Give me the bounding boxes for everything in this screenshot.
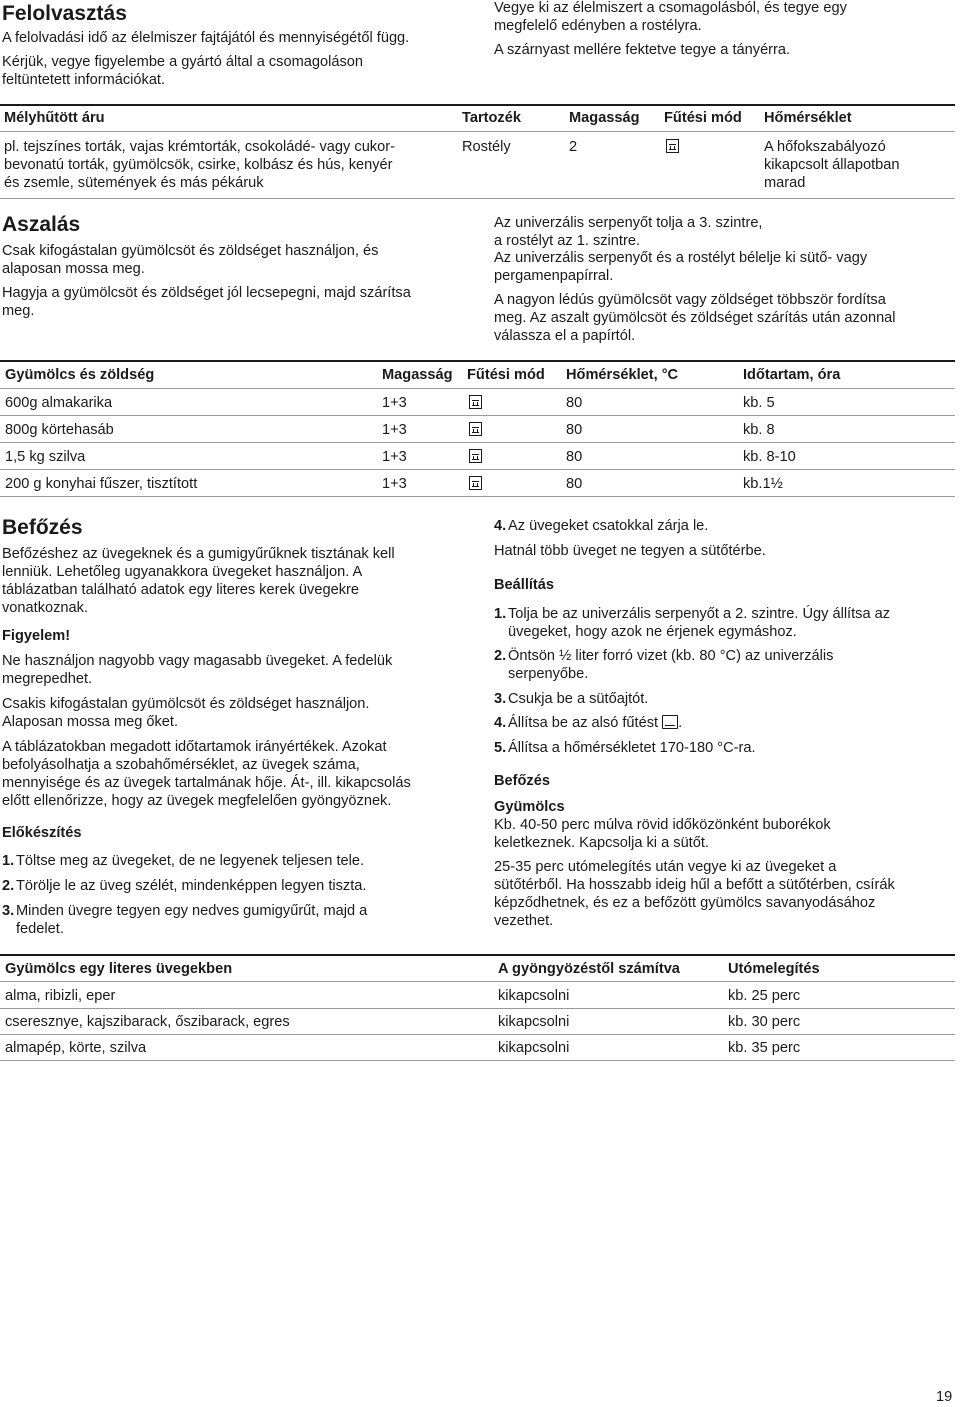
table-header-after-heating: Utómelegítés <box>728 961 820 977</box>
table-rule <box>0 104 955 106</box>
table-header-heating-mode: Fűtési mód <box>664 110 742 126</box>
list-item <box>494 606 890 642</box>
oven-fan-icon <box>469 449 482 463</box>
paragraph: keletkeznek. Kapcsolja ki a sütőt. <box>494 835 709 851</box>
step-number: 4. <box>494 518 507 534</box>
list-item <box>494 648 833 684</box>
paragraph: előtt ellenőrizze, hogy az üvegek megfelelően gyöngyöznek. <box>2 793 392 809</box>
table-cell: 800g körtehasáb <box>5 422 114 438</box>
paragraph: meg. <box>2 303 35 319</box>
table-cell: alma, ribizli, eper <box>5 988 116 1004</box>
table-cell: 200 g konyhai fűszer, tisztított <box>5 476 198 492</box>
table-rule <box>0 954 955 956</box>
step-number: 3. <box>494 691 507 707</box>
section-title-befozes: Befőzés <box>2 516 83 539</box>
paragraph: A táblázatokban megadott időtartamok irányértékek. Azokat <box>2 739 387 755</box>
table-cell: kb. 35 perc <box>728 1040 801 1056</box>
table-cell: kikapcsolni <box>498 988 570 1004</box>
table-rule <box>0 442 955 443</box>
step-text: Tolja be az univerzális serpenyőt a 2. szintre. Úgy állítsa az <box>508 606 891 622</box>
table-cell: 80 <box>566 476 583 492</box>
list-item <box>494 740 756 758</box>
step-number: 2. <box>2 878 15 894</box>
table-cell: almapép, körte, szilva <box>5 1040 147 1056</box>
paragraph: pergamenpapírral. <box>494 268 614 284</box>
list-item <box>2 878 366 896</box>
subheading-settings: Beállítás <box>494 577 555 593</box>
table-cell: kb.1½ <box>743 476 783 492</box>
table-cell <box>469 476 482 494</box>
table-cell: 2 <box>569 139 578 155</box>
table-cell <box>469 449 482 467</box>
paragraph: a rostélyt az 1. szintre. <box>494 233 640 249</box>
paragraph: Vegye ki az élelmiszert a csomagolásból, és tegye egy <box>494 0 847 16</box>
table-rule <box>0 415 955 416</box>
table-cell: marad <box>764 175 806 191</box>
oven-fan-icon <box>666 139 679 153</box>
paragraph: Kb. 40-50 perc múlva rövid időközönként buborékok <box>494 817 831 833</box>
table-rule <box>0 469 955 470</box>
list-item <box>494 691 648 709</box>
paragraph: Befőzéshez az üvegeknek és a gumigyűrűknek tisztának kell <box>2 546 395 562</box>
paragraph: alaposan mossa meg. <box>2 261 145 277</box>
step-number: 1. <box>494 606 507 622</box>
step-number: 2. <box>494 648 507 664</box>
paragraph: A szárnyast mellére fektetve tegye a tányérra. <box>494 42 791 58</box>
step-number: 5. <box>494 740 507 756</box>
table-header-heating-mode: Fűtési mód <box>467 367 545 383</box>
table-header-frozen-goods: Mélyhűtött áru <box>4 110 105 126</box>
table-cell: kikapcsolni <box>498 1014 570 1030</box>
paragraph: Csak kifogástalan gyümölcsöt és zöldséget használjon, és <box>2 243 379 259</box>
table-cell: kikapcsolni <box>498 1040 570 1056</box>
step-text: Minden üvegre tegyen egy nedves gumigyűrűt, majd a <box>16 903 368 919</box>
table-rule <box>0 1008 955 1009</box>
table-cell <box>666 139 679 157</box>
step-text: Állítsa a hőmérsékletet 170-180 °C-ra. <box>508 740 756 756</box>
paragraph: meg. Az aszalt gyümölcsöt és zöldséget szárítás után azonnal <box>494 310 896 326</box>
table-cell: kb. 8 <box>743 422 775 438</box>
note: Hatnál több üveget ne tegyen a sütőtérbe. <box>494 543 766 559</box>
paragraph: sütőtérből. Ha hosszabb ideig hűl a befőtt a sütőtérben, csírák <box>494 877 895 893</box>
paragraph: Csakis kifogástalan gyümölcsöt és zöldséget használjon. <box>2 696 370 712</box>
paragraph: befolyásolhatja a szobahőmérséklet, az üvegek száma, <box>2 757 360 773</box>
paragraph: mennyisége és az üvegek tartalmának hője. Át-, ill. kikapcsolás <box>2 775 411 791</box>
section-title-felolvasztas: Felolvasztás <box>2 2 127 25</box>
step-text: Csukja be a sütőajtót. <box>508 691 649 707</box>
paragraph: megfelelő edényben a rostélyra. <box>494 18 702 34</box>
table-cell: Rostély <box>462 139 511 155</box>
step-number: 4. <box>494 715 507 731</box>
table-header-fruit-per-liter: Gyümölcs egy literes üvegekben <box>5 961 233 977</box>
paragraph: Kérjük, vegye figyelembe a gyártó által a csomagoláson <box>2 54 363 70</box>
table-header-height: Magasság <box>569 110 640 126</box>
table-rule <box>0 981 955 982</box>
table-cell <box>469 422 482 440</box>
oven-fan-icon <box>469 395 482 409</box>
step-text: Az üvegeket csatokkal zárja le. <box>508 518 709 534</box>
step-text: Töltse meg az üvegeket, de ne legyenek teljesen tele. <box>16 853 365 869</box>
paragraph: Ne használjon nagyobb vagy magasabb üvegeket. A fedelük <box>2 653 393 669</box>
table-cell: és zsemle, sütemények és más pékáruk <box>4 175 264 191</box>
table-cell: kb. 5 <box>743 395 775 411</box>
table-header-height: Magasság <box>382 367 453 383</box>
paragraph: Az univerzális serpenyőt tolja a 3. szintre, <box>494 215 763 231</box>
paragraph: vezethet. <box>494 913 554 929</box>
subheading-preparation: Előkészítés <box>2 825 82 841</box>
table-cell: 80 <box>566 449 583 465</box>
table-header-temperature: Hőmérséklet, °C <box>566 367 679 383</box>
table-cell: A hőfokszabályozó <box>764 139 886 155</box>
table-cell: 1+3 <box>382 449 407 465</box>
paragraph: táblázatban található adatok egy literes kerek üvegekre <box>2 582 359 598</box>
step-number: 1. <box>2 853 15 869</box>
table-header-from-bubbling: A gyöngyözéstől számítva <box>498 961 680 977</box>
oven-fan-icon <box>469 476 482 490</box>
table-cell: 80 <box>566 422 583 438</box>
table-rule <box>0 131 955 132</box>
table-cell: kikapcsolt állapotban <box>764 157 900 173</box>
table-cell: kb. 8-10 <box>743 449 796 465</box>
subheading-canning: Befőzés <box>494 773 550 789</box>
page-number: 19 <box>936 1389 953 1405</box>
table-rule <box>0 496 955 497</box>
list-item <box>494 715 682 733</box>
paragraph: válassza el a papírtól. <box>494 328 636 344</box>
table-rule <box>0 360 955 362</box>
table-cell: bevonatú torták, gyümölcsök, csirke, kolbász és hús, kenyér <box>4 157 393 173</box>
paragraph: A nagyon lédús gyümölcsöt vagy zöldséget többször fordítsa <box>494 292 886 308</box>
paragraph: vonatkoznak. <box>2 600 88 616</box>
table-rule <box>0 1060 955 1061</box>
paragraph: A felolvadási idő az élelmiszer fajtájától és mennyiségétől függ. <box>2 30 410 46</box>
step-text: fedelet. <box>16 920 64 937</box>
table-cell: 600g almakarika <box>5 395 113 411</box>
step-text: Törölje le az üveg szélét, mindenképpen legyen tiszta. <box>16 878 367 894</box>
table-header-temperature: Hőmérséklet <box>764 110 852 126</box>
paragraph: Alaposan mossa meg őket. <box>2 714 179 730</box>
step-text: serpenyőbe. <box>508 665 589 682</box>
table-cell: 1+3 <box>382 476 407 492</box>
table-rule <box>0 388 955 389</box>
step-text-content: Állítsa be az alsó fűtést <box>508 715 659 731</box>
paragraph: Hagyja a gyümölcsöt és zöldséget jól lecsepegni, majd szárítsa <box>2 285 411 301</box>
table-cell: cseresznye, kajszibarack, őszibarack, egres <box>5 1014 290 1030</box>
list-item <box>2 903 367 939</box>
table-header-duration: Időtartam, óra <box>743 367 841 383</box>
table-cell: kb. 30 perc <box>728 1014 801 1030</box>
table-cell: 1+3 <box>382 395 407 411</box>
warning-label: Figyelem! <box>2 628 71 644</box>
step-number: 3. <box>2 903 15 919</box>
paragraph: feltüntetett információkat. <box>2 72 166 88</box>
paragraph: lenniük. Lehetőleg ugyanakkora üvegeket használjon. A <box>2 564 363 580</box>
paragraph: megrepedhet. <box>2 671 93 687</box>
paragraph: 25-35 perc utómelegítés után vegye ki az üvegeket a <box>494 859 837 875</box>
table-cell: 1,5 kg szilva <box>5 449 86 465</box>
table-cell: kb. 25 perc <box>728 988 801 1004</box>
table-header-fruit-veg: Gyümölcs és zöldség <box>5 367 155 383</box>
subheading-fruit: Gyümölcs <box>494 799 565 815</box>
list-item <box>494 518 708 536</box>
table-cell: pl. tejszínes torták, vajas krémtorták, csokoládé- vagy cukor- <box>4 139 395 155</box>
step-text: Öntsön ½ liter forró vizet (kb. 80 °C) az univerzális <box>508 648 834 664</box>
paragraph: képződhetnek, és ez a befőzött gyümölcs savanyodásához <box>494 895 876 911</box>
paragraph: Az univerzális serpenyőt és a rostélyt bélelje ki sütő- vagy <box>494 250 868 266</box>
step-text: Állítsa be az alsó fűtést . <box>508 715 683 731</box>
step-text: üvegeket, hogy azok ne érjenek egymáshoz. <box>508 623 797 640</box>
bottom-heat-icon <box>662 715 678 729</box>
table-rule <box>0 198 955 199</box>
section-title-aszalas: Aszalás <box>2 213 81 236</box>
table-cell: 80 <box>566 395 583 411</box>
table-header-accessory: Tartozék <box>462 110 521 126</box>
table-cell: 1+3 <box>382 422 407 438</box>
oven-fan-icon <box>469 422 482 436</box>
table-cell <box>469 395 482 413</box>
table-rule <box>0 1034 955 1035</box>
list-item <box>2 853 364 871</box>
